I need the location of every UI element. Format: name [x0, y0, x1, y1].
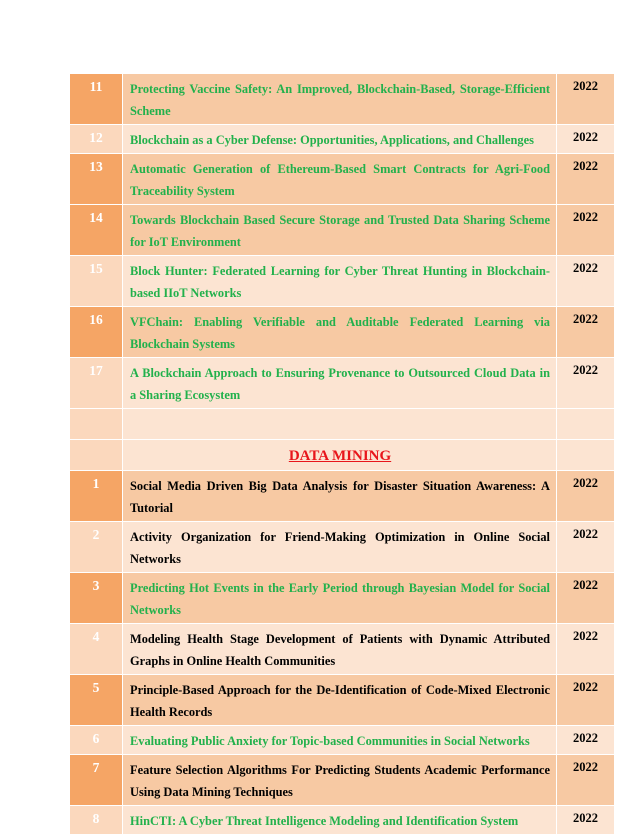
- project-title: Social Media Driven Big Data Analysis for Disaster Situation Awareness: A Tutorial: [123, 471, 557, 522]
- table-row: [70, 307, 615, 358]
- row-number: 17: [70, 358, 123, 409]
- table-row: [70, 256, 615, 307]
- row-number: 7: [70, 755, 123, 806]
- project-title: A Blockchain Approach to Ensuring Provenance to Outsourced Cloud Data in a Sharing Ecosystem: [123, 358, 557, 409]
- row-number: 8: [70, 806, 123, 835]
- blockchain-section-rows: [70, 74, 615, 409]
- section-header-row: [70, 440, 615, 471]
- project-title: Blockchain as a Cyber Defense: Opportunities, Applications, and Challenges: [123, 125, 557, 154]
- blank-row: [70, 409, 615, 440]
- spacer-section: [70, 409, 615, 471]
- project-title: Principle-Based Approach for the De-Identification of Code-Mixed Electronic Health Records: [123, 675, 557, 726]
- project-year: 2022: [557, 675, 615, 726]
- project-year: 2022: [557, 624, 615, 675]
- table-row: [70, 726, 615, 755]
- project-title: Block Hunter: Federated Learning for Cyber Threat Hunting in Blockchain-based IIoT Networks: [123, 256, 557, 307]
- project-year: 2022: [557, 74, 615, 125]
- project-title: Activity Organization for Friend-Making Optimization in Online Social Networks: [123, 522, 557, 573]
- blank-num-cell: [70, 409, 123, 440]
- project-year: 2022: [557, 806, 615, 835]
- row-number: 15: [70, 256, 123, 307]
- row-number: 16: [70, 307, 123, 358]
- project-year: 2022: [557, 573, 615, 624]
- table-row: [70, 806, 615, 835]
- project-year: 2022: [557, 358, 615, 409]
- project-title: Modeling Health Stage Development of Patients with Dynamic Attributed Graphs in Online Health Communities: [123, 624, 557, 675]
- table-row: [70, 522, 615, 573]
- section-title-cell: [123, 440, 557, 471]
- table-row: [70, 675, 615, 726]
- project-title: Feature Selection Algorithms For Predicting Students Academic Performance Using Data Mining Techniques: [123, 755, 557, 806]
- project-year: 2022: [557, 256, 615, 307]
- project-title: Automatic Generation of Ethereum-Based Smart Contracts for Agri-Food Traceability System: [123, 154, 557, 205]
- data-mining-section-rows: [70, 471, 615, 835]
- table-row: [70, 205, 615, 256]
- row-number: 11: [70, 74, 123, 125]
- row-number: 4: [70, 624, 123, 675]
- row-number: 13: [70, 154, 123, 205]
- project-year: 2022: [557, 307, 615, 358]
- project-year: 2022: [557, 726, 615, 755]
- project-year: 2022: [557, 522, 615, 573]
- table-row: [70, 573, 615, 624]
- project-title: VFChain: Enabling Verifiable and Auditable Federated Learning via Blockchain Systems: [123, 307, 557, 358]
- row-number: 6: [70, 726, 123, 755]
- row-number: 3: [70, 573, 123, 624]
- table-row: [70, 154, 615, 205]
- table-row: [70, 624, 615, 675]
- project-year: 2022: [557, 154, 615, 205]
- project-title: Towards Blockchain Based Secure Storage and Trusted Data Sharing Scheme for IoT Environment: [123, 205, 557, 256]
- table-row: [70, 755, 615, 806]
- project-year: 2022: [557, 125, 615, 154]
- section-title: DATA MINING: [288, 448, 392, 464]
- row-number: 1: [70, 471, 123, 522]
- table-row: [70, 471, 615, 522]
- project-year: 2022: [557, 205, 615, 256]
- project-title: HinCTI: A Cyber Threat Intelligence Modeling and Identification System: [123, 806, 557, 835]
- row-number: 14: [70, 205, 123, 256]
- row-number: 5: [70, 675, 123, 726]
- section-num-cell: [70, 440, 123, 471]
- project-title: Evaluating Public Anxiety for Topic-based Communities in Social Networks: [123, 726, 557, 755]
- table-row: [70, 358, 615, 409]
- project-year: 2022: [557, 755, 615, 806]
- row-number: 12: [70, 125, 123, 154]
- blank-title-cell: [123, 409, 557, 440]
- blank-year-cell: [557, 409, 615, 440]
- project-year: 2022: [557, 471, 615, 522]
- project-title: Protecting Vaccine Safety: An Improved, Blockchain-Based, Storage-Efficient Scheme: [123, 74, 557, 125]
- row-number: 2: [70, 522, 123, 573]
- table-row: [70, 125, 615, 154]
- project-title: Predicting Hot Events in the Early Period through Bayesian Model for Social Networks: [123, 573, 557, 624]
- section-year-cell: [557, 440, 615, 471]
- table-row: [70, 74, 615, 125]
- project-title-table: [69, 73, 615, 835]
